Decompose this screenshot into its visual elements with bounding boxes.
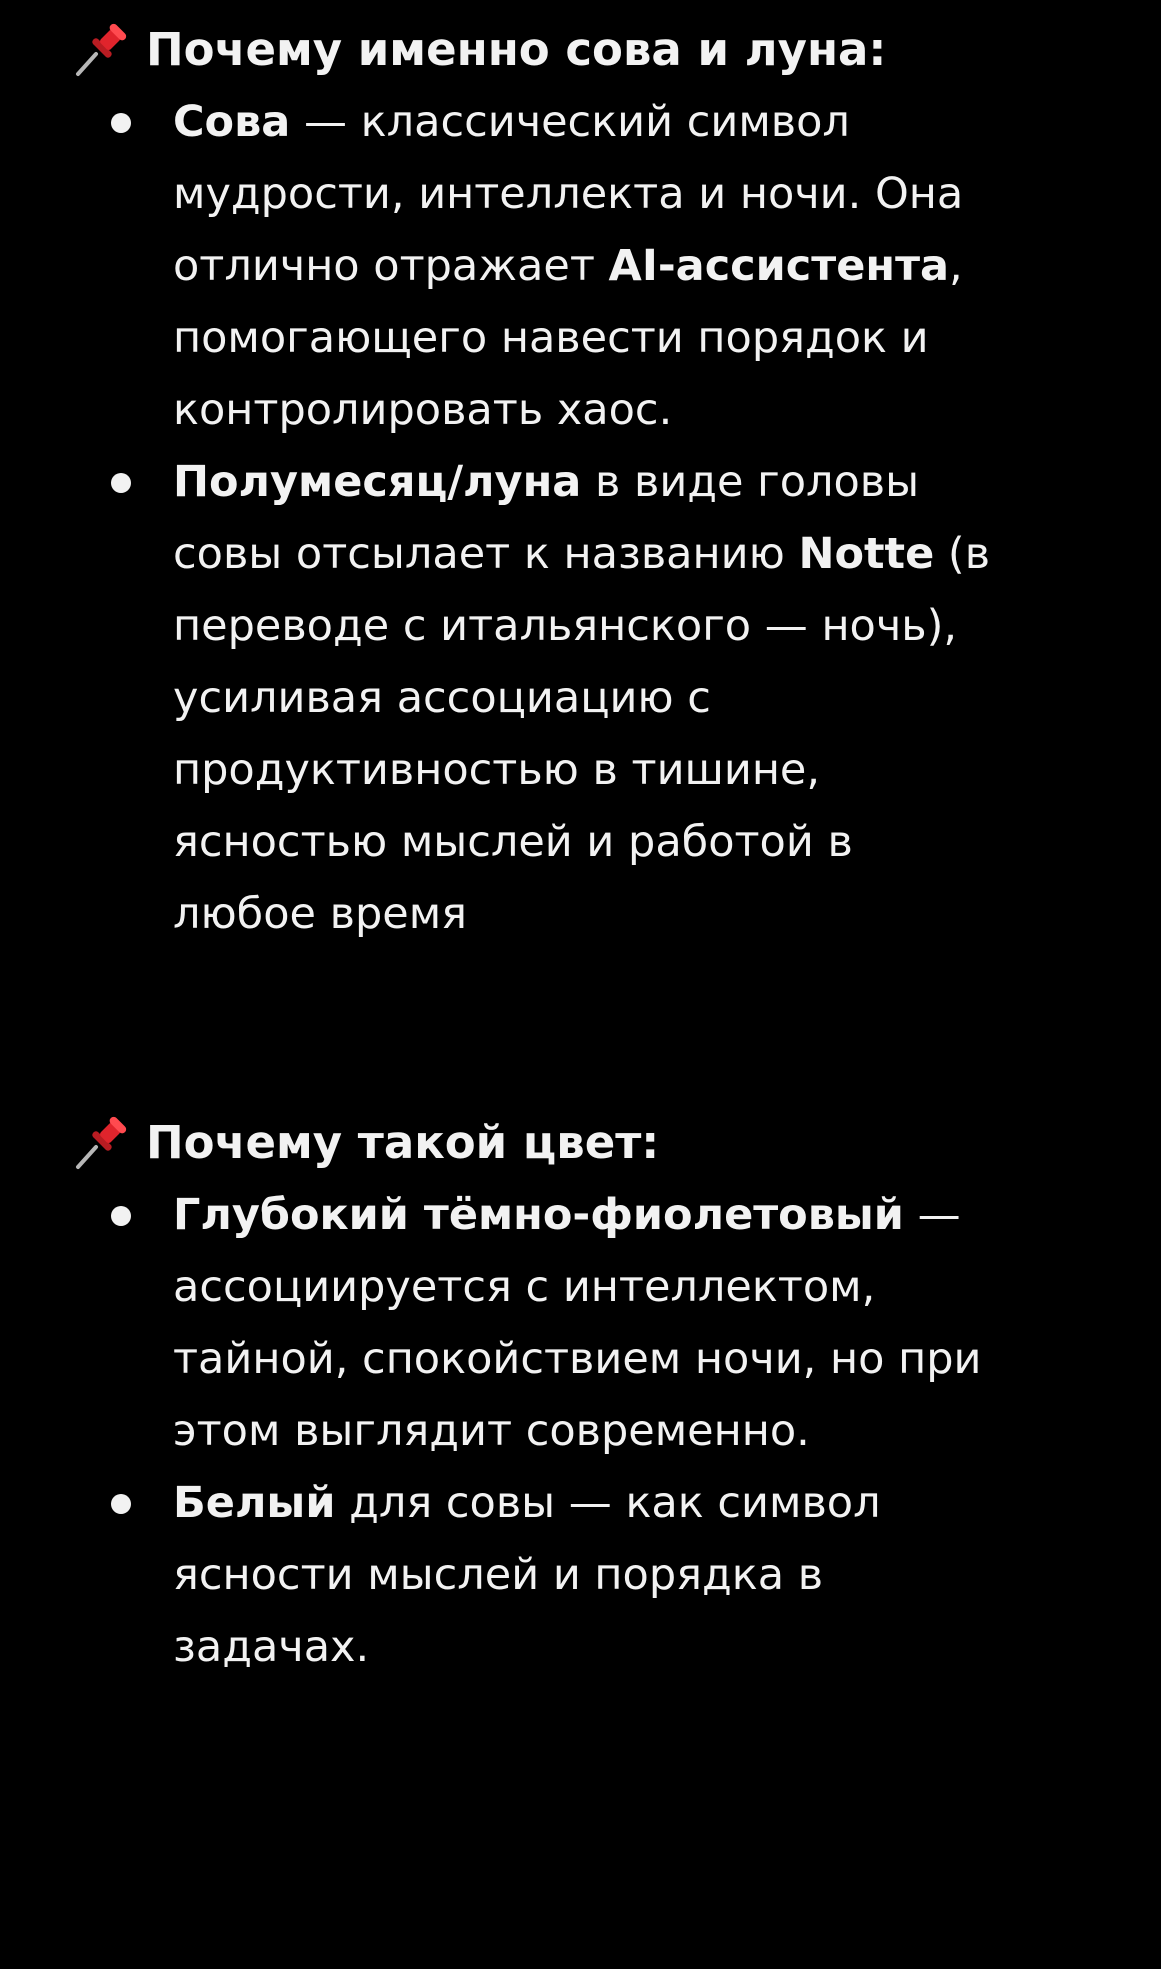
text-run: , [949, 241, 963, 291]
text-run: любое время [173, 889, 468, 939]
text-run: переводе с итальянского — ночь), [173, 601, 958, 651]
bullet-icon [111, 113, 131, 133]
text-line [173, 662, 1110, 734]
text-run: мудрости, интеллекта и ночи. Она [173, 169, 964, 219]
text-line [173, 878, 1110, 950]
section-heading [70, 14, 1110, 86]
bullet-icon [111, 1494, 131, 1514]
text-run: тайной, спокойствием ночи, но при [173, 1334, 982, 1384]
section-heading-text: Почему такой цвет: [146, 1116, 660, 1169]
text-line [173, 1395, 1110, 1467]
text-line [173, 1179, 1110, 1251]
text-line [173, 518, 1110, 590]
text-line [173, 158, 1110, 230]
text-line [173, 446, 1110, 518]
text-run: ясности мыслей и порядка в [173, 1550, 824, 1600]
text-line [173, 230, 1110, 302]
list-item-text [173, 1179, 1110, 1467]
text-run: совы отсылает к названию [173, 529, 799, 579]
text-line [173, 590, 1110, 662]
text-run: ассоциируется с интеллектом, [173, 1262, 876, 1312]
list-item-text [173, 86, 1110, 446]
bullet-icon [111, 473, 131, 493]
bold-text: Глубокий тёмно-фиолетовый [173, 1190, 904, 1240]
text-line [173, 1611, 1110, 1683]
bold-text: AI-ассистента [608, 241, 950, 291]
bullet-list [70, 86, 1110, 950]
bullet-icon [111, 1206, 131, 1226]
text-line [173, 86, 1110, 158]
text-run: ясностью мыслей и работой в [173, 817, 853, 867]
text-line [173, 734, 1110, 806]
text-run: для совы — как символ [335, 1478, 881, 1528]
text-run: усиливая ассоциацию с [173, 673, 711, 723]
section-color [70, 1107, 1110, 1683]
text-line [173, 302, 1110, 374]
list-item [70, 1467, 1110, 1683]
text-run: этом выглядит современно. [173, 1406, 810, 1456]
text-line [173, 1539, 1110, 1611]
text-run: — [903, 1190, 961, 1240]
text-run: задачах. [173, 1622, 370, 1672]
bold-text: Белый [173, 1478, 336, 1528]
pushpin-icon [70, 20, 130, 80]
text-line [173, 1467, 1110, 1539]
section-owl-moon [70, 14, 1110, 950]
text-run: — классический символ [290, 97, 850, 147]
bold-text: Полумесяц/луна [173, 457, 582, 507]
list-item [70, 1179, 1110, 1467]
pushpin-icon [70, 1113, 130, 1173]
text-line [173, 806, 1110, 878]
section-heading [70, 1107, 1110, 1179]
list-item-text [173, 446, 1110, 950]
list-item-text [173, 1467, 1110, 1683]
list-item [70, 446, 1110, 950]
bold-text: Сова [173, 97, 291, 147]
text-run: продуктивностью в тишине, [173, 745, 821, 795]
text-run: (в [934, 529, 991, 579]
bold-text: Notte [798, 529, 935, 579]
text-run: помогающего навести порядок и [173, 313, 929, 363]
list-item [70, 86, 1110, 446]
section-heading-text: Почему именно сова и луна: [146, 23, 887, 76]
text-run: контролировать хаос. [173, 385, 673, 435]
bullet-list [70, 1179, 1110, 1683]
text-run: в виде головы [581, 457, 920, 507]
text-line [173, 1251, 1110, 1323]
text-line [173, 1323, 1110, 1395]
text-line [173, 374, 1110, 446]
text-run: отлично отражает [173, 241, 609, 291]
